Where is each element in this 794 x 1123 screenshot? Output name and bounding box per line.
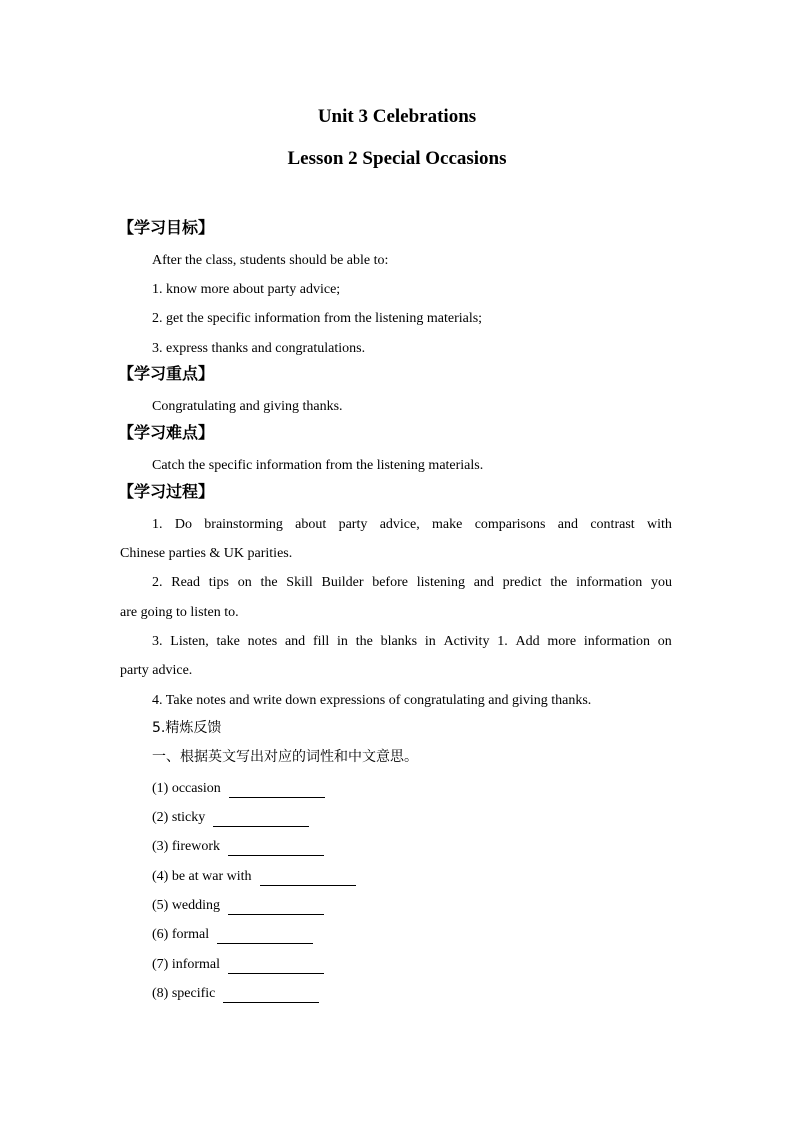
word: in bbox=[337, 634, 348, 649]
word: and bbox=[284, 634, 306, 649]
objectives-intro: After the class, students should be able to: bbox=[152, 253, 389, 268]
objective-item-1: 1. know more about party advice; bbox=[152, 282, 341, 297]
word: 2. bbox=[152, 575, 163, 590]
word: Add bbox=[515, 634, 540, 649]
key-points-heading: 【学习重点】 bbox=[118, 364, 215, 383]
word: tips bbox=[208, 575, 229, 590]
word: predict bbox=[502, 575, 542, 590]
difficulties-heading: 【学习难点】 bbox=[118, 423, 215, 442]
word: 1. bbox=[497, 634, 508, 649]
word: on bbox=[237, 575, 252, 590]
word: and bbox=[473, 575, 494, 590]
word: and bbox=[557, 517, 579, 532]
word: Read bbox=[171, 575, 200, 590]
objectives-heading: 【学习目标】 bbox=[118, 218, 215, 237]
vocab-word: (8) specific bbox=[152, 986, 216, 1001]
vocab-item-8 bbox=[152, 985, 319, 1003]
vocab-item-4 bbox=[152, 868, 356, 886]
process-step-1-line-2: Chinese parties & UK parities. bbox=[120, 546, 293, 561]
vocab-word: (3) firework bbox=[152, 839, 221, 854]
process-step-3-line-1 bbox=[152, 633, 672, 651]
word: Do bbox=[174, 517, 192, 532]
answer-blank[interactable] bbox=[228, 842, 324, 856]
process-step-5: 5.精炼反馈 bbox=[152, 720, 222, 736]
word: make bbox=[432, 517, 463, 532]
key-points-text: Congratulating and giving thanks. bbox=[152, 399, 343, 414]
process-step-1-line-1 bbox=[152, 516, 672, 534]
word: fill bbox=[312, 634, 330, 649]
word: brainstorming bbox=[204, 517, 283, 532]
word: about bbox=[295, 517, 327, 532]
vocab-word: (4) be at war with bbox=[152, 869, 252, 884]
vocab-item-6 bbox=[152, 926, 313, 944]
word: more bbox=[547, 634, 577, 649]
word: 1. bbox=[152, 517, 163, 532]
word: 3. bbox=[152, 634, 163, 649]
vocab-word: (7) informal bbox=[152, 957, 221, 972]
vocab-word: (2) sticky bbox=[152, 810, 206, 825]
word: contrast bbox=[590, 517, 635, 532]
answer-blank[interactable] bbox=[217, 930, 313, 944]
word: notes bbox=[247, 634, 278, 649]
answer-blank[interactable] bbox=[229, 784, 325, 798]
objective-item-2: 2. get the specific information from the listening materials; bbox=[152, 311, 483, 326]
word: listening bbox=[416, 575, 465, 590]
word: the bbox=[355, 634, 373, 649]
word: with bbox=[647, 517, 672, 532]
word: take bbox=[216, 634, 240, 649]
vocab-item-3 bbox=[152, 838, 324, 856]
vocab-item-1 bbox=[152, 780, 325, 798]
answer-blank[interactable] bbox=[260, 872, 356, 886]
word: on bbox=[657, 634, 672, 649]
answer-blank[interactable] bbox=[228, 960, 324, 974]
word: before bbox=[372, 575, 408, 590]
word: advice, bbox=[379, 517, 420, 532]
word: Listen, bbox=[170, 634, 209, 649]
word: you bbox=[650, 575, 672, 590]
word: blanks bbox=[380, 634, 418, 649]
vocab-item-7 bbox=[152, 956, 324, 974]
unit-title: Unit 3 Celebrations bbox=[317, 106, 477, 127]
word: Builder bbox=[321, 575, 364, 590]
lesson-title: Lesson 2 Special Occasions bbox=[287, 148, 507, 169]
word: Activity bbox=[443, 634, 490, 649]
exercise-instruction: 一、根据英文写出对应的词性和中文意思。 bbox=[152, 749, 418, 765]
process-step-2-line-1 bbox=[152, 574, 672, 592]
answer-blank[interactable] bbox=[228, 901, 324, 915]
process-step-2-line-2: are going to listen to. bbox=[120, 605, 239, 620]
process-step-3-line-2: party advice. bbox=[120, 663, 193, 678]
vocab-word: (5) wedding bbox=[152, 898, 221, 913]
vocab-item-5 bbox=[152, 897, 324, 915]
answer-blank[interactable] bbox=[213, 813, 309, 827]
difficulties-text: Catch the specific information from the listening materials. bbox=[152, 458, 484, 473]
word: party bbox=[338, 517, 368, 532]
vocab-item-2 bbox=[152, 809, 309, 827]
word: Skill bbox=[286, 575, 313, 590]
vocab-word: (1) occasion bbox=[152, 781, 221, 796]
word: information bbox=[583, 634, 651, 649]
vocab-word: (6) formal bbox=[152, 927, 210, 942]
word: information bbox=[576, 575, 643, 590]
word: comparisons bbox=[474, 517, 546, 532]
process-heading: 【学习过程】 bbox=[118, 482, 215, 501]
word: the bbox=[260, 575, 278, 590]
process-step-4: 4. Take notes and write down expressions of congratulating and giving thanks. bbox=[152, 693, 592, 708]
word: the bbox=[550, 575, 568, 590]
answer-blank[interactable] bbox=[223, 989, 319, 1003]
objective-item-3: 3. express thanks and congratulations. bbox=[152, 341, 366, 356]
word: in bbox=[424, 634, 436, 649]
